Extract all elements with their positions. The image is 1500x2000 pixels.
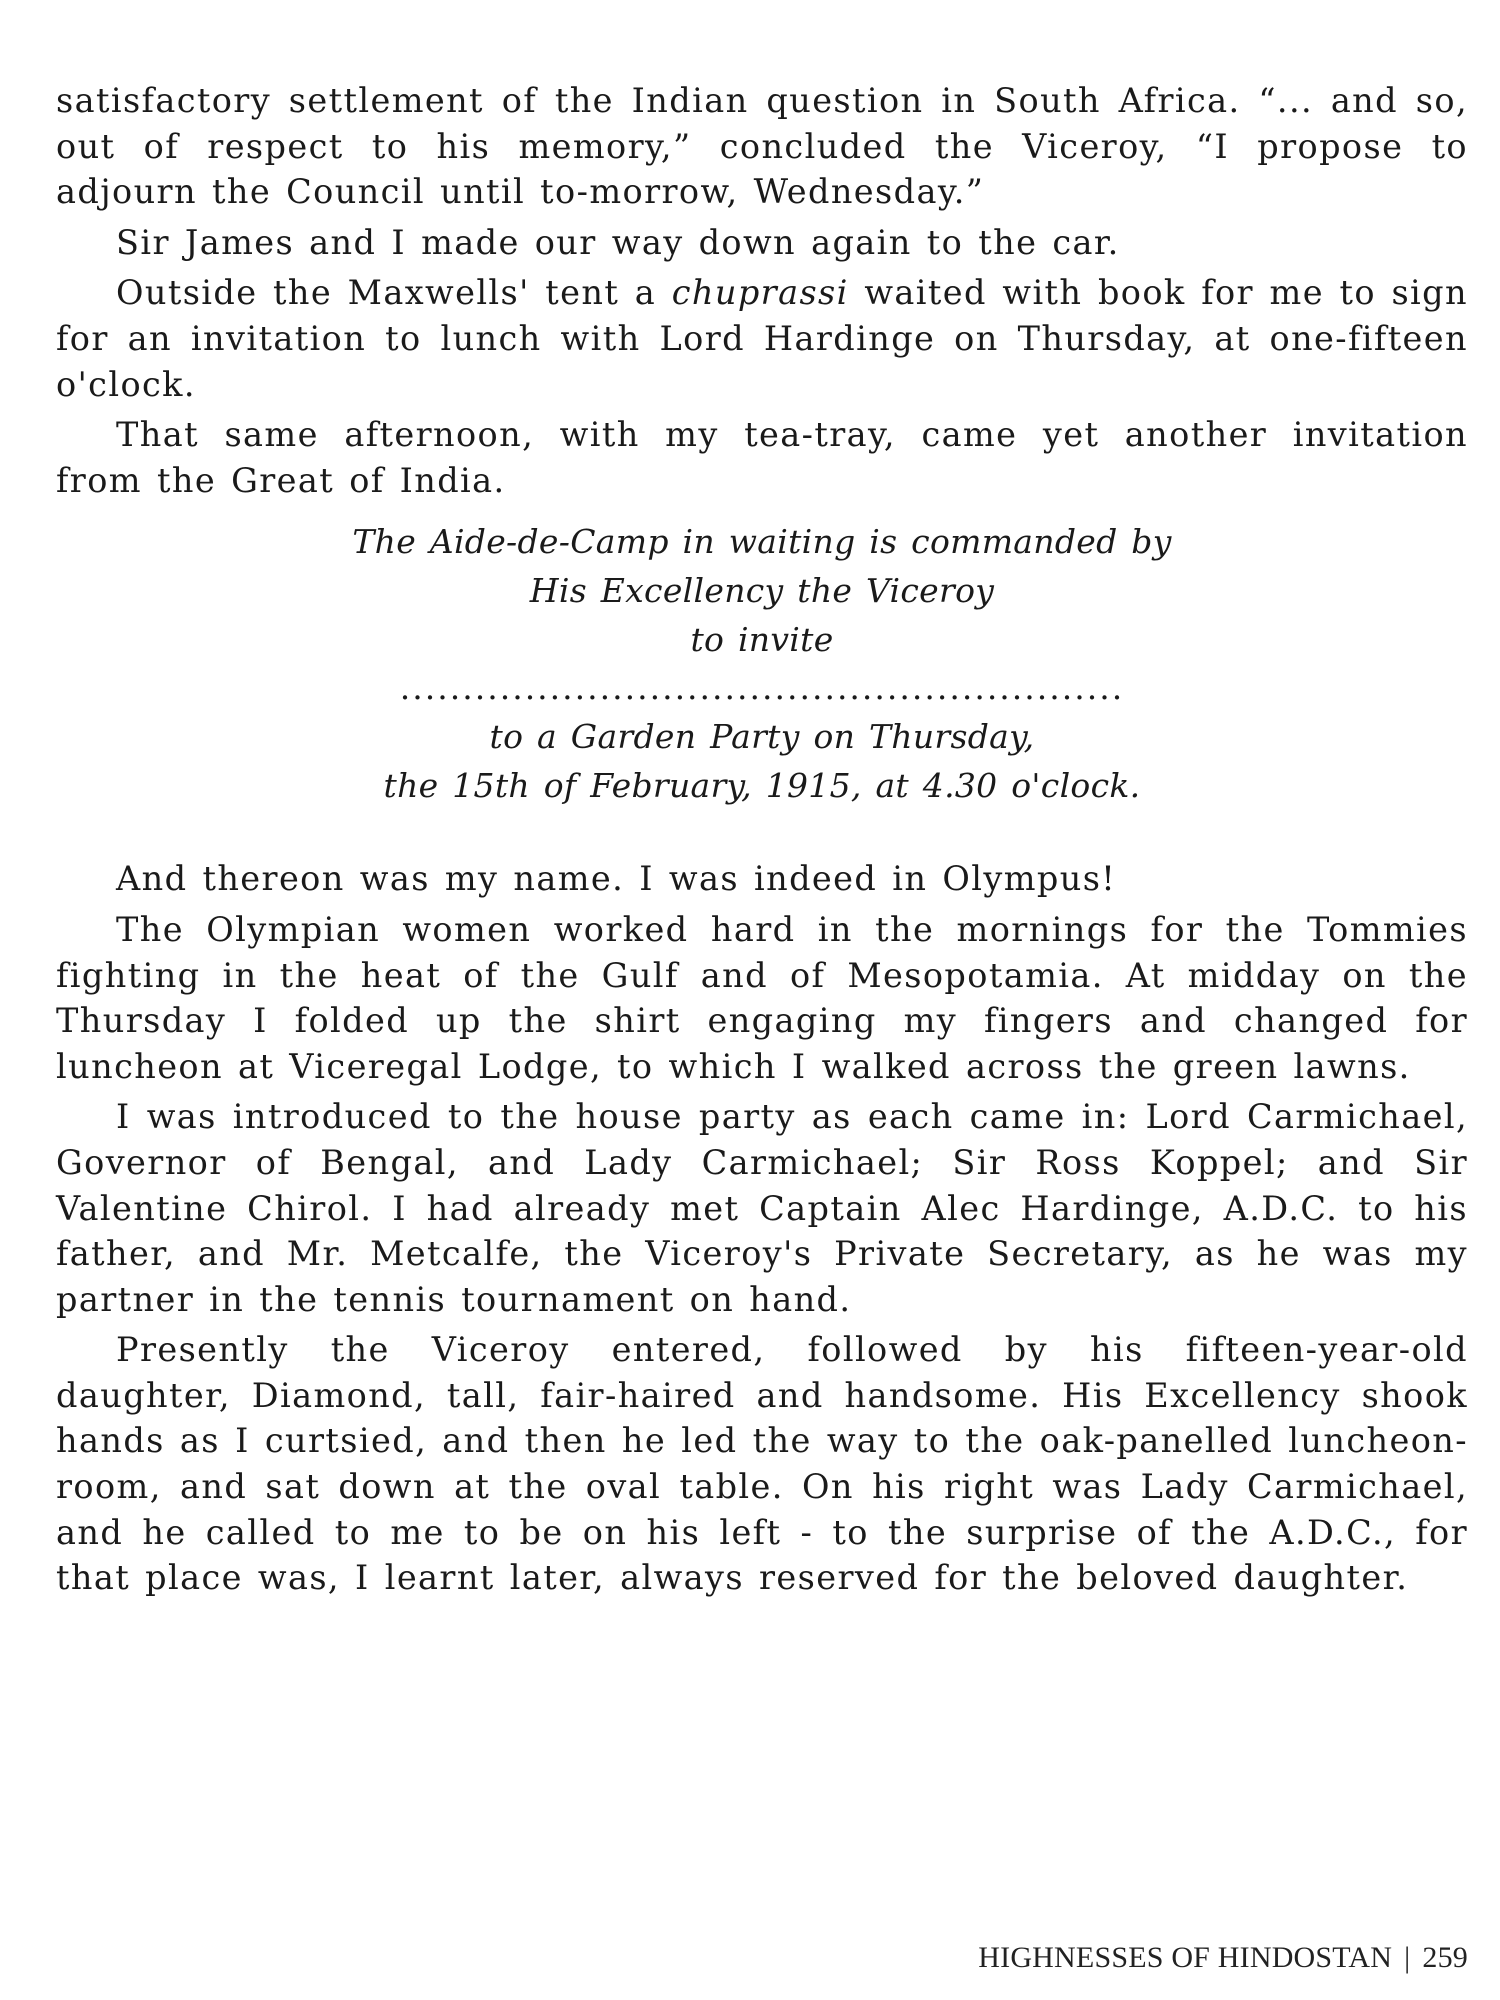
paragraph-3-start: Outside the Maxwells' tent a — [116, 273, 672, 313]
invitation-card — [56, 517, 1468, 810]
invitation-line-1: The Aide-de-Camp in waiting is commanded by — [352, 522, 1172, 562]
paragraph-3 — [56, 270, 1468, 407]
paragraph-8: Presently the Viceroy entered, followed by his fifteen-year-old daughter, Diamond, tall, fair-haired and handsome. His Excellency shook hands as I curtsied, and then he led the way to the oak-panelled luncheon-room, and sat down at the oval table. On his right was Lady Carmichael, and he called to me to be on his left - to the surprise of the A.D.C., for that place was, I learnt later, always reserved for the beloved daughter. — [56, 1330, 1468, 1598]
invitation-name-blank: .......................................................... — [399, 668, 1125, 708]
page-footer — [978, 1941, 1468, 1975]
invitation-line-4: to a Garden Party on Thursday, — [489, 717, 1035, 757]
paragraph-1: satisfactory settlement of the Indian question in South Africa. “... and so, out of respect to his memory,” concluded the Viceroy, “I propose to adjourn the Council until to-morrow, Wednesday.” — [56, 81, 1468, 212]
paragraph-4: That same afternoon, with my tea-tray, came yet another invitation from the Great of India. — [56, 415, 1468, 500]
paragraph-5: And thereon was my name. I was indeed in Olympus! — [116, 859, 1117, 899]
paragraph-2: Sir James and I made our way down again to the car. — [116, 222, 1120, 262]
invitation-line-5: the 15th of February, 1915, at 4.30 o'clock. — [383, 766, 1141, 806]
paragraph-7: I was introduced to the house party as each came in: Lord Carmichael, Governor of Bengal, and Lady Carmichael; Sir Ross Koppel; and Sir Valentine Chirol. I had already met Captain Alec Hardinge, A.D.C. to his father, and Mr. Metcalfe, the Viceroy's Private Secretary, as he was my partner in the tennis tournament on hand. — [56, 1097, 1468, 1319]
page-body — [56, 78, 1468, 1606]
paragraph-6: The Olympian women worked hard in the mornings for the Tommies fighting in the heat of the Gulf and of Mesopotamia. At midday on the Thursday I folded up the shirt engaging my fingers and changed for luncheon at Viceregal Lodge, to which I walked across the green lawns. — [56, 909, 1468, 1086]
footer-separator: | — [1404, 1941, 1411, 1974]
running-title: HIGHNESSES OF HINDOSTAN — [978, 1941, 1393, 1974]
paragraph-3-end: waited with book for me to sign for an invitation to lunch with Lord Hardinge on Thursday, at one-fifteen o'clock. — [56, 273, 1468, 404]
page-number: 259 — [1422, 1941, 1468, 1974]
invitation-line-2: His Excellency the Viceroy — [529, 571, 995, 611]
invitation-line-3: to invite — [690, 620, 834, 660]
chuprassi-term: chuprassi — [671, 273, 849, 313]
